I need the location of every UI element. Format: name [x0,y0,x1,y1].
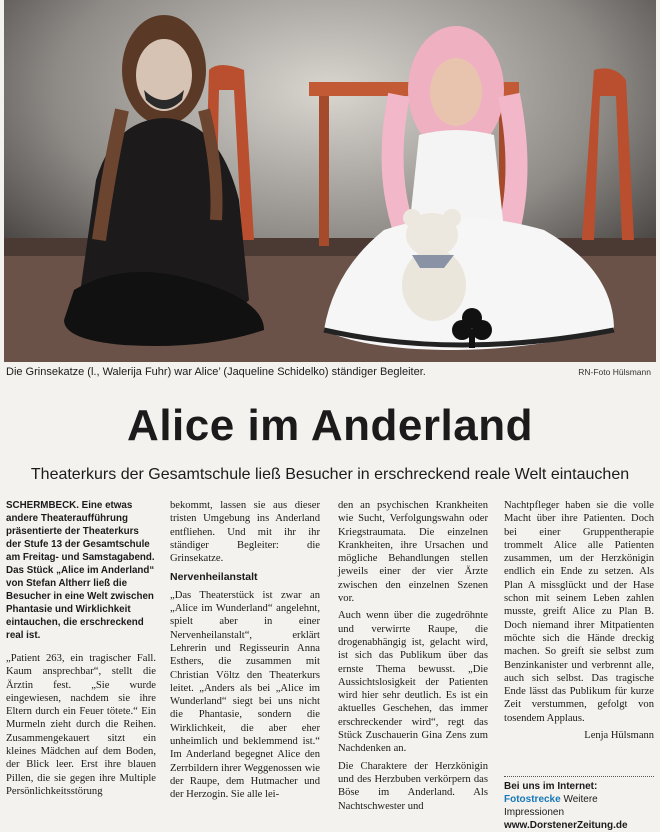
website-link[interactable]: www.DorstenerZeitung.de [504,820,628,831]
web-box-title: Bei uns im Internet: [504,781,598,792]
web-box [504,776,654,832]
author-byline: Lenja Hülsmann [584,730,654,742]
lead-paragraph: SCHERMBECK. Eine etwas andere Theateraufführung präsentierte der Theaterkurs der Stufe 13 der Gesamtschule am Freitag- und Samstagabend. Das Stück „Alice im Anderland“ von Stefan Altherr ließ die Besucher in eine Welt zwischen Phantasie und Wirklichkeit eintauchen, die erschreckend real ist. [6,500,155,641]
column-2 [170,499,320,806]
photo-gallery-link[interactable]: Fotostrecke [504,794,561,805]
caption-text: Die Grinsekatze (l., Walerija Fuhr) war Alice’ (Jaqueline Schidelko) ständiger Begleiter. [6,366,426,378]
body-paragraph: „Das Theaterstück ist zwar an „Alice im Wunderland“ angelehnt, spielt aber in einer Nervenheilanstalt“, erklärt Lehrerin und Regisseurin Anna Esthers, die zusammen mit Christian Völtz den Theaterkurs leitet. „Anders als bei „Alice im Wunderland“ siegt bei uns nicht die Phantasie, sondern die Wirklichkeit, die aber eher unheimlich und beklemmend ist.“ Im Anderland begegnet Alice den Zerrbildern ihrer Weggenossen wie der Raupe, dem Hutmacher und der Herzogin. Sie alle lei- [170,589,320,801]
column-1 [6,499,156,802]
column-3 [338,499,488,817]
photo-credit: RN-Foto Hülsmann [578,367,651,377]
body-paragraph: Nachtpfleger haben sie die volle Macht über ihre Patienten. Doch bei einer Gruppentherapie trommelt Alice alle Patienten zusammen, um der Herzkönigin endlich ein Ende zu setzen. Als Plan A missglückt und der Hase schon mit seinem Leben zahlen musste, greift Alice zu Plan B. Doch niemand ihrer Mitpatienten möchte sich die Hände dreckig machen. So greift sie selbst zum Benzinkanister und verbrennt alle, auch sich selbst. Das tragische Ende lässt das Publikum für kurze Zeit verstummen, gefolgt von tosendem Applaus. [504,500,654,724]
photo-caption [6,366,651,382]
body-paragraph: Die Charaktere der Herzkönigin und des Herzbuben verkörpern das Böse im Anderland. Als Nachtschwester und [338,760,488,812]
subheadline: Theaterkurs der Gesamtschule ließ Besucher in erschreckend reale Welt eintauchen [30,466,630,483]
article-photo [4,0,656,362]
section-heading: Nervenheilanstalt [170,571,258,584]
body-paragraph: bekommt, lassen sie aus dieser tristen Umgebung ins Anderland entfliehen. Und mit ihr ihr ständiger Begleiter: die Grinsekatze. [170,500,320,565]
headline: Alice im Anderland [127,401,533,450]
body-paragraph: „Patient 263, ein tragischer Fall. Kaum ansprechbar“, stellt die Ärztin fest. „Sie wurde eingewiesen, nachdem sie ihre Eltern durch ein Feuer tötete.“ Ein Murmeln zieht durch die Reihen. Zusammengekauert sitzt ein kleines Mädchen auf dem Boden, der Blick leer. Erst ihre blauen Pillen, die sie gegen ihre Multiple Persönlichkeitsstörung [6,653,156,797]
body-paragraph: Auch wenn über die zugedröhnte und verwirrte Raupe, die drogenabhängig ist, gelacht wird, ist sich das Publikum über das ernste Thema bewusst. „Die Aussichtslosigkeit der Patienten wird hier sehr deutlich. Es ist ein aktuelles Geschehen, das immer erschreckender wird“, regt das Stück Zuschauerin Gina Zens zum Nachdenken an. [338,610,488,755]
column-4 [504,499,654,742]
body-paragraph: den an psychischen Krankheiten wie Sucht, Verfolgungswahn oder Kriegstraumata. Die einzelnen Krankheiten, ihre Ursachen und mögliche Behandlungen stellen jeweils einer der vier Ärzte zwischen den einzelnen Szenen vor. [338,500,488,605]
web-box-text: Weitere Impressionen [504,794,598,818]
